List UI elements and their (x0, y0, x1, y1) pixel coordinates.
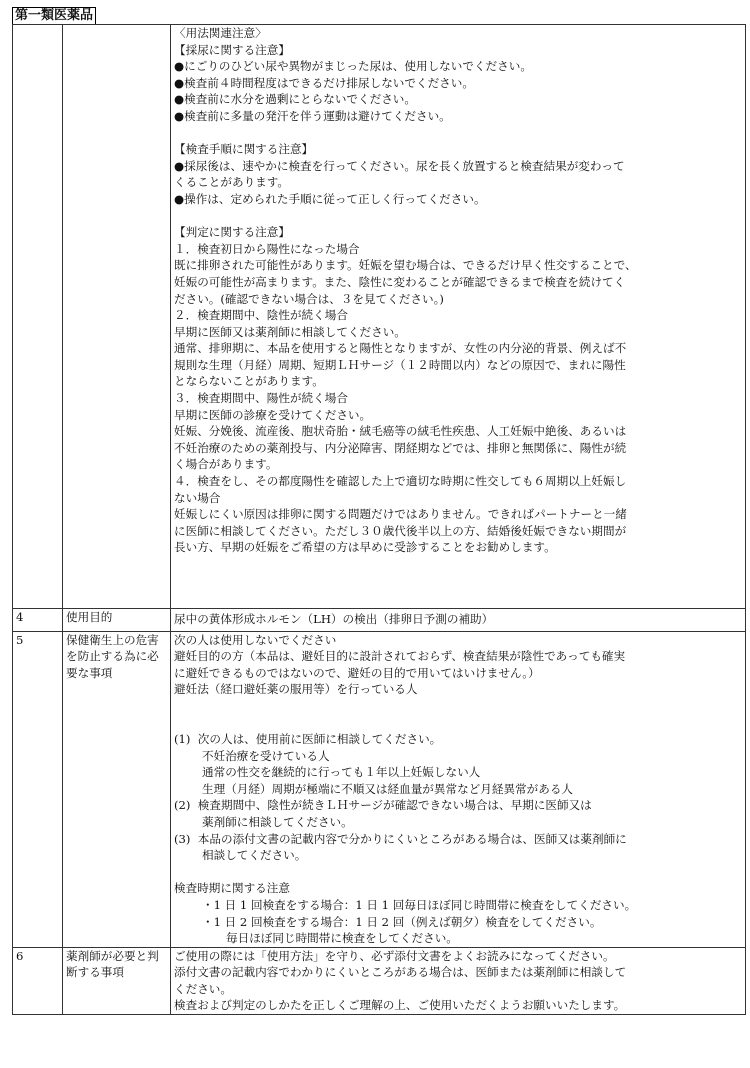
line: 次の人は使用しないでください (174, 632, 337, 647)
consult-item-3: (3) 本品の添付文書の記載内容で分かりにくいところがある場合は、医師又は薬剤師に (174, 831, 627, 846)
usage-note-line: くることがあります。 (174, 175, 290, 190)
usage-note-line: ●にごりのひどい尿や異物がまじった尿は、使用しないでください。 (174, 59, 532, 74)
line: 避妊法（経口避妊薬の服用等）を行っている人 (174, 682, 418, 697)
line: に避妊できるものではないので、避妊の目的で用いてはいけません。） (174, 665, 540, 680)
line: 避妊目的の方（本品は、避妊目的に設計されておらず、検査結果が陰性であっても確実 (174, 649, 626, 664)
row6-num: 6 (13, 947, 63, 1014)
usage-note-line: ●検査前に水分を過剰にとらないでください。 (174, 92, 416, 107)
usage-note-line: とならないことがあります。 (174, 374, 324, 389)
usage-note-line: 不妊治療のための薬剤投与、内分泌障害、閉経期などでは、排卵と無関係に、陽性が続 (174, 440, 627, 455)
usage-note-line: 規則な生理（月経）周期、短期ＬＨサージ（１２時間以内）などの原因で、まれに陽性 (174, 357, 626, 372)
line: 検査および判定のしかたを正しくご理解の上、ご使用いただくようお願いいたします。 (174, 998, 626, 1013)
usage-note-line: く場合があります。 (174, 457, 278, 472)
usage-note-line: 既に排卵された可能性があります。妊娠を望む場合は、できるだけ早く性交することで、 (174, 258, 637, 273)
consult-subitem: 生理（月経）周期が極端に不順又は経血量が異常など月経異常がある人 (202, 781, 574, 796)
usage-note-line: ４．検査をし、その都度陽性を確認した上で適切な時期に性交しても６周期以上妊娠し (174, 474, 627, 489)
usage-note-line: ２．検査期間中、陰性が続く場合 (174, 308, 348, 323)
table-row (13, 25, 746, 609)
row5-num: 5 (13, 631, 63, 947)
usage-note-line: ３．検査期間中、陽性が続く場合 (174, 391, 348, 406)
line: 添付文書の記載内容でわかりにくいところがある場合は、医師または薬剤師に相談して (174, 965, 627, 980)
table-row (13, 631, 746, 947)
usage-note-line: 妊娠しにくい原因は排卵に関する問題だけではありません。できればパートナーと一緒 (174, 507, 627, 522)
row6-label: 薬剤師が必要と判断する事項 (63, 947, 171, 1014)
usage-note-line: 早期に医師の診療を受けてください。 (174, 407, 372, 422)
row4-content (171, 609, 746, 632)
row5-label: 保健衛生上の危害を防止する為に必要な事項 (63, 631, 171, 947)
usage-note-line: 早期に医師又は薬剤師に相談してください。 (174, 324, 406, 339)
usage-note-line: ださい。(確認できない場合は、３を見てください。) (174, 291, 444, 306)
timing-title: 検査時期に関する注意 (174, 881, 290, 896)
usage-note-line: ●操作は、定められた手順に従って正しく行ってください。 (174, 191, 486, 206)
usage-note-line: 長い方、早期の妊娠をご希望の方は早めに受診することをお勧めします。 (174, 540, 556, 555)
line: ご使用の際には「使用方法」を守り、必ず添付文書をよくお読みになってください。 (174, 948, 615, 963)
row3-num (13, 25, 63, 609)
timing-item-2-cont: 毎日ほぼ同じ時間帯に検査をしてください。 (226, 931, 458, 946)
usage-note-line: 通常、排卵期に、本品を使用すると陽性となりますが、女性の内分泌的背景、例えば不 (174, 341, 627, 356)
table-row (13, 947, 746, 1014)
consult-subitem: 通常の性交を継続的に行っても１年以上妊娠しない人 (202, 765, 481, 780)
usage-note-line: 【検査手順に関する注意】 (174, 142, 314, 157)
usage-note-line: 妊娠、分娩後、流産後、胞状奇胎・絨毛癌等の絨毛性疾患、人工妊娠中絶後、あるいは (174, 424, 627, 439)
timing-item-2: ・1 日 2 回検査をする場合：1 日 2 回（例えば朝夕）検査をしてください。 (202, 914, 602, 929)
row4-num: 4 (13, 609, 63, 632)
usage-note-line: 妊娠の可能性が高まります。また、陰性に変わることが確認できるまで検査を続けてく (174, 274, 626, 289)
purpose-text: 尿中の黄体形成ホルモン（LH）の検出（排卵日予測の補助） (174, 612, 494, 626)
category-badge: 第一類医薬品 (12, 7, 96, 25)
usage-note-line: に医師に相談してください。ただし３０歳代後半以上の方、結婚後妊娠できない期間が (174, 523, 627, 538)
contraindication-block (174, 632, 742, 698)
usage-note-line: 【採尿に関する注意】 (174, 42, 290, 57)
line: ください。 (174, 981, 232, 996)
row3-label (63, 25, 171, 609)
consult-item-1: (1) 次の人は、使用前に医師に相談してください。 (174, 731, 442, 746)
timing-item-1: ・1 日 1 回検査をする場合：1 日 1 回毎日ほぼ同じ時間帯に検査をしてください。 (202, 897, 637, 912)
table-row (13, 609, 746, 632)
usage-note-line: 〈用法関連注意〉 (174, 26, 267, 40)
usage-note-line: １．検査初日から陽性になった場合 (174, 241, 360, 256)
usage-note-line: ●検査前に多量の発汗を伴う運動は避けてください。 (174, 108, 451, 123)
spacer (174, 208, 742, 225)
consult-item-2-cont: 薬剤師に相談してください。 (202, 814, 353, 829)
usage-note-line: ●検査前４時間程度はできるだけ排尿しないでください。 (174, 75, 474, 90)
row3-content (171, 25, 746, 609)
usage-note-line: 【判定に関する注意】 (174, 225, 290, 240)
consult-item-3-cont: 相談してください。 (202, 848, 307, 863)
row4-label: 使用目的 (63, 609, 171, 632)
info-table (12, 24, 746, 1015)
row6-content (171, 947, 746, 1014)
consult-subitem: 不妊治療を受けている人 (202, 748, 330, 763)
spacer (174, 125, 742, 142)
consult-item-2: (2) 検査期間中、陰性が続きＬＨサージが確認できない場合は、早期に医師又は (174, 798, 592, 813)
usage-note-line: ない場合 (174, 490, 221, 505)
row5-content (171, 631, 746, 947)
usage-note-line: ●採尿後は、速やかに検査を行ってください。尿を長く放置すると検査結果が変わって (174, 158, 625, 173)
